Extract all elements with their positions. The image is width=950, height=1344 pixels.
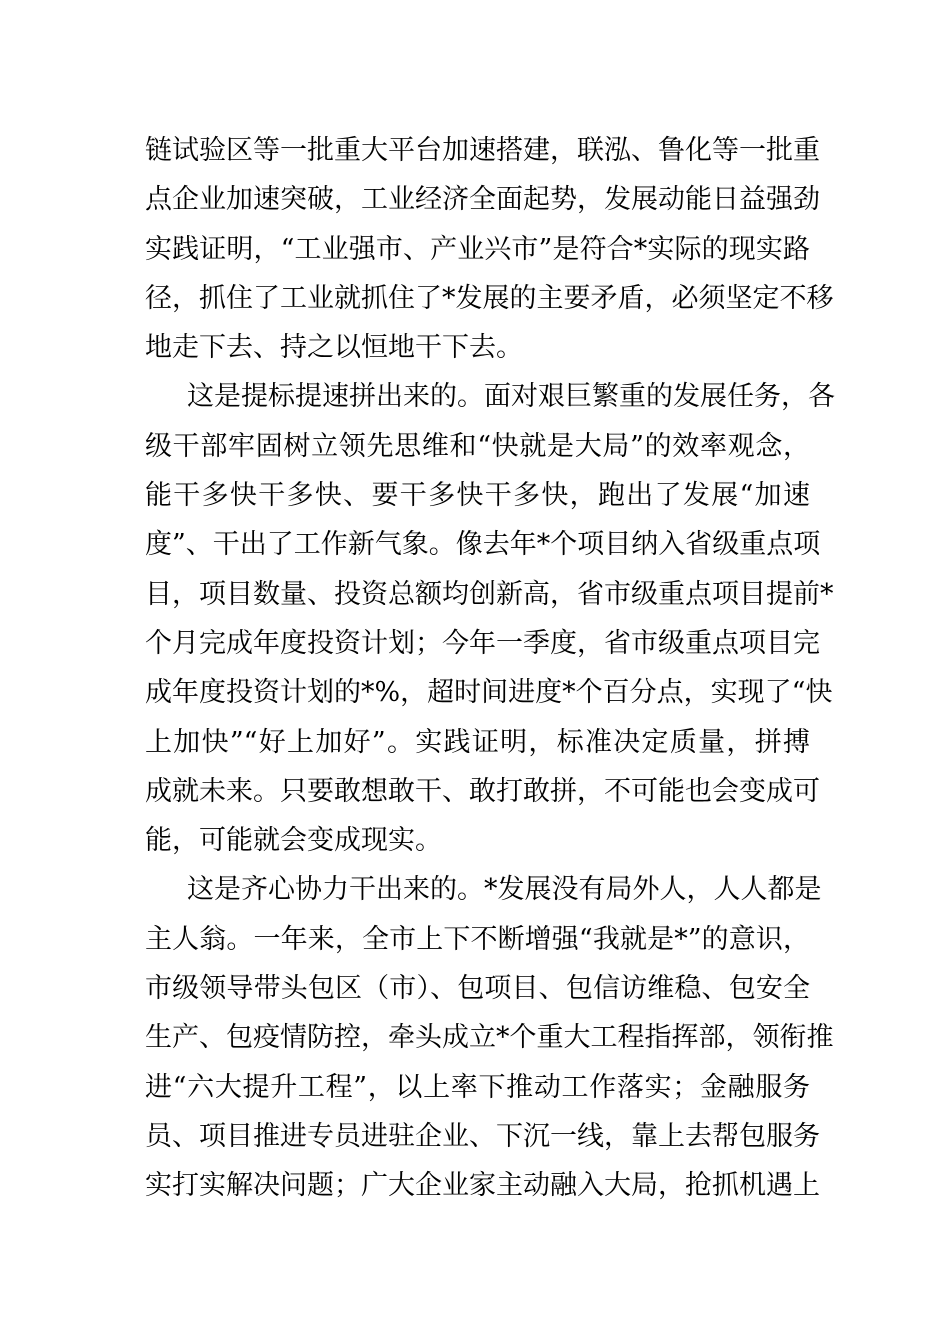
paragraph-2-line: 能干多快干多快、要干多快干多快，跑出了发展“加速 [145,480,810,512]
paragraph-3-line: 实打实解决问题；广大企业家主动融入大局，抢抓机遇上 [145,1170,820,1202]
paragraph-2-line: 个月完成年度投资计划；今年一季度，省市级重点项目完 [145,627,820,659]
paragraph-2-line: 上加快”“好上加好”。实践证明，标准决定质量，拼搏 [145,726,810,758]
paragraph-3-line: 生产、包疫情防控，牵头成立*个重大工程指挥部，领衔推 [145,1022,834,1054]
paragraph-2-line: 这是提标提速拼出来的。面对艰巨繁重的发展任务，各 [187,381,835,413]
paragraph-1-line: 链试验区等一批重大平台加速搭建，联泓、鲁化等一批重 [145,135,820,166]
paragraph-3-line: 员、项目推进专员进驻企业、下沉一线，靠上去帮包服务 [145,1120,820,1152]
paragraph-3-line: 主人翁。一年来，全市上下不断增强“我就是*”的意识， [145,923,810,955]
paragraph-1-line: 实践证明，“工业强市、产业兴市”是符合*实际的现实路 [145,233,810,265]
paragraph-2-line: 能，可能就会变成现实。 [145,825,442,857]
paragraph-2-line: 成年度投资计划的*%，超时间进度*个百分点，实现了“快 [145,677,833,709]
paragraph-3-line: 这是齐心协力干出来的。*发展没有局外人，人人都是 [187,874,822,906]
paragraph-2-line: 度”、干出了工作新气象。像去年*个项目纳入省级重点项 [145,529,821,561]
paragraph-1-line: 点企业加速突破，工业经济全面起势，发展动能日益强劲 [145,184,820,216]
paragraph-2-line: 级干部牢固树立领先思维和“快就是大局”的效率观念， [145,430,810,462]
paragraph-1-line: 地走下去、持之以恒地干下去。 [145,332,523,364]
paragraph-2-line: 目，项目数量、投资总额均创新高，省市级重点项目提前* [145,578,834,610]
paragraph-2-line: 成就未来。只要敢想敢干、敢打敢拼，不可能也会变成可 [145,775,820,807]
paragraph-1-line: 径，抓住了工业就抓住了*发展的主要矛盾，必须坚定不移 [145,282,834,314]
paragraph-3-line: 市级领导带头包区（市）、包项目、包信访维稳、包安全 [145,973,810,1005]
body-text [145,126,835,1211]
paragraph-3-line: 进“六大提升工程”，以上率下推动工作落实；金融服务 [145,1071,810,1103]
